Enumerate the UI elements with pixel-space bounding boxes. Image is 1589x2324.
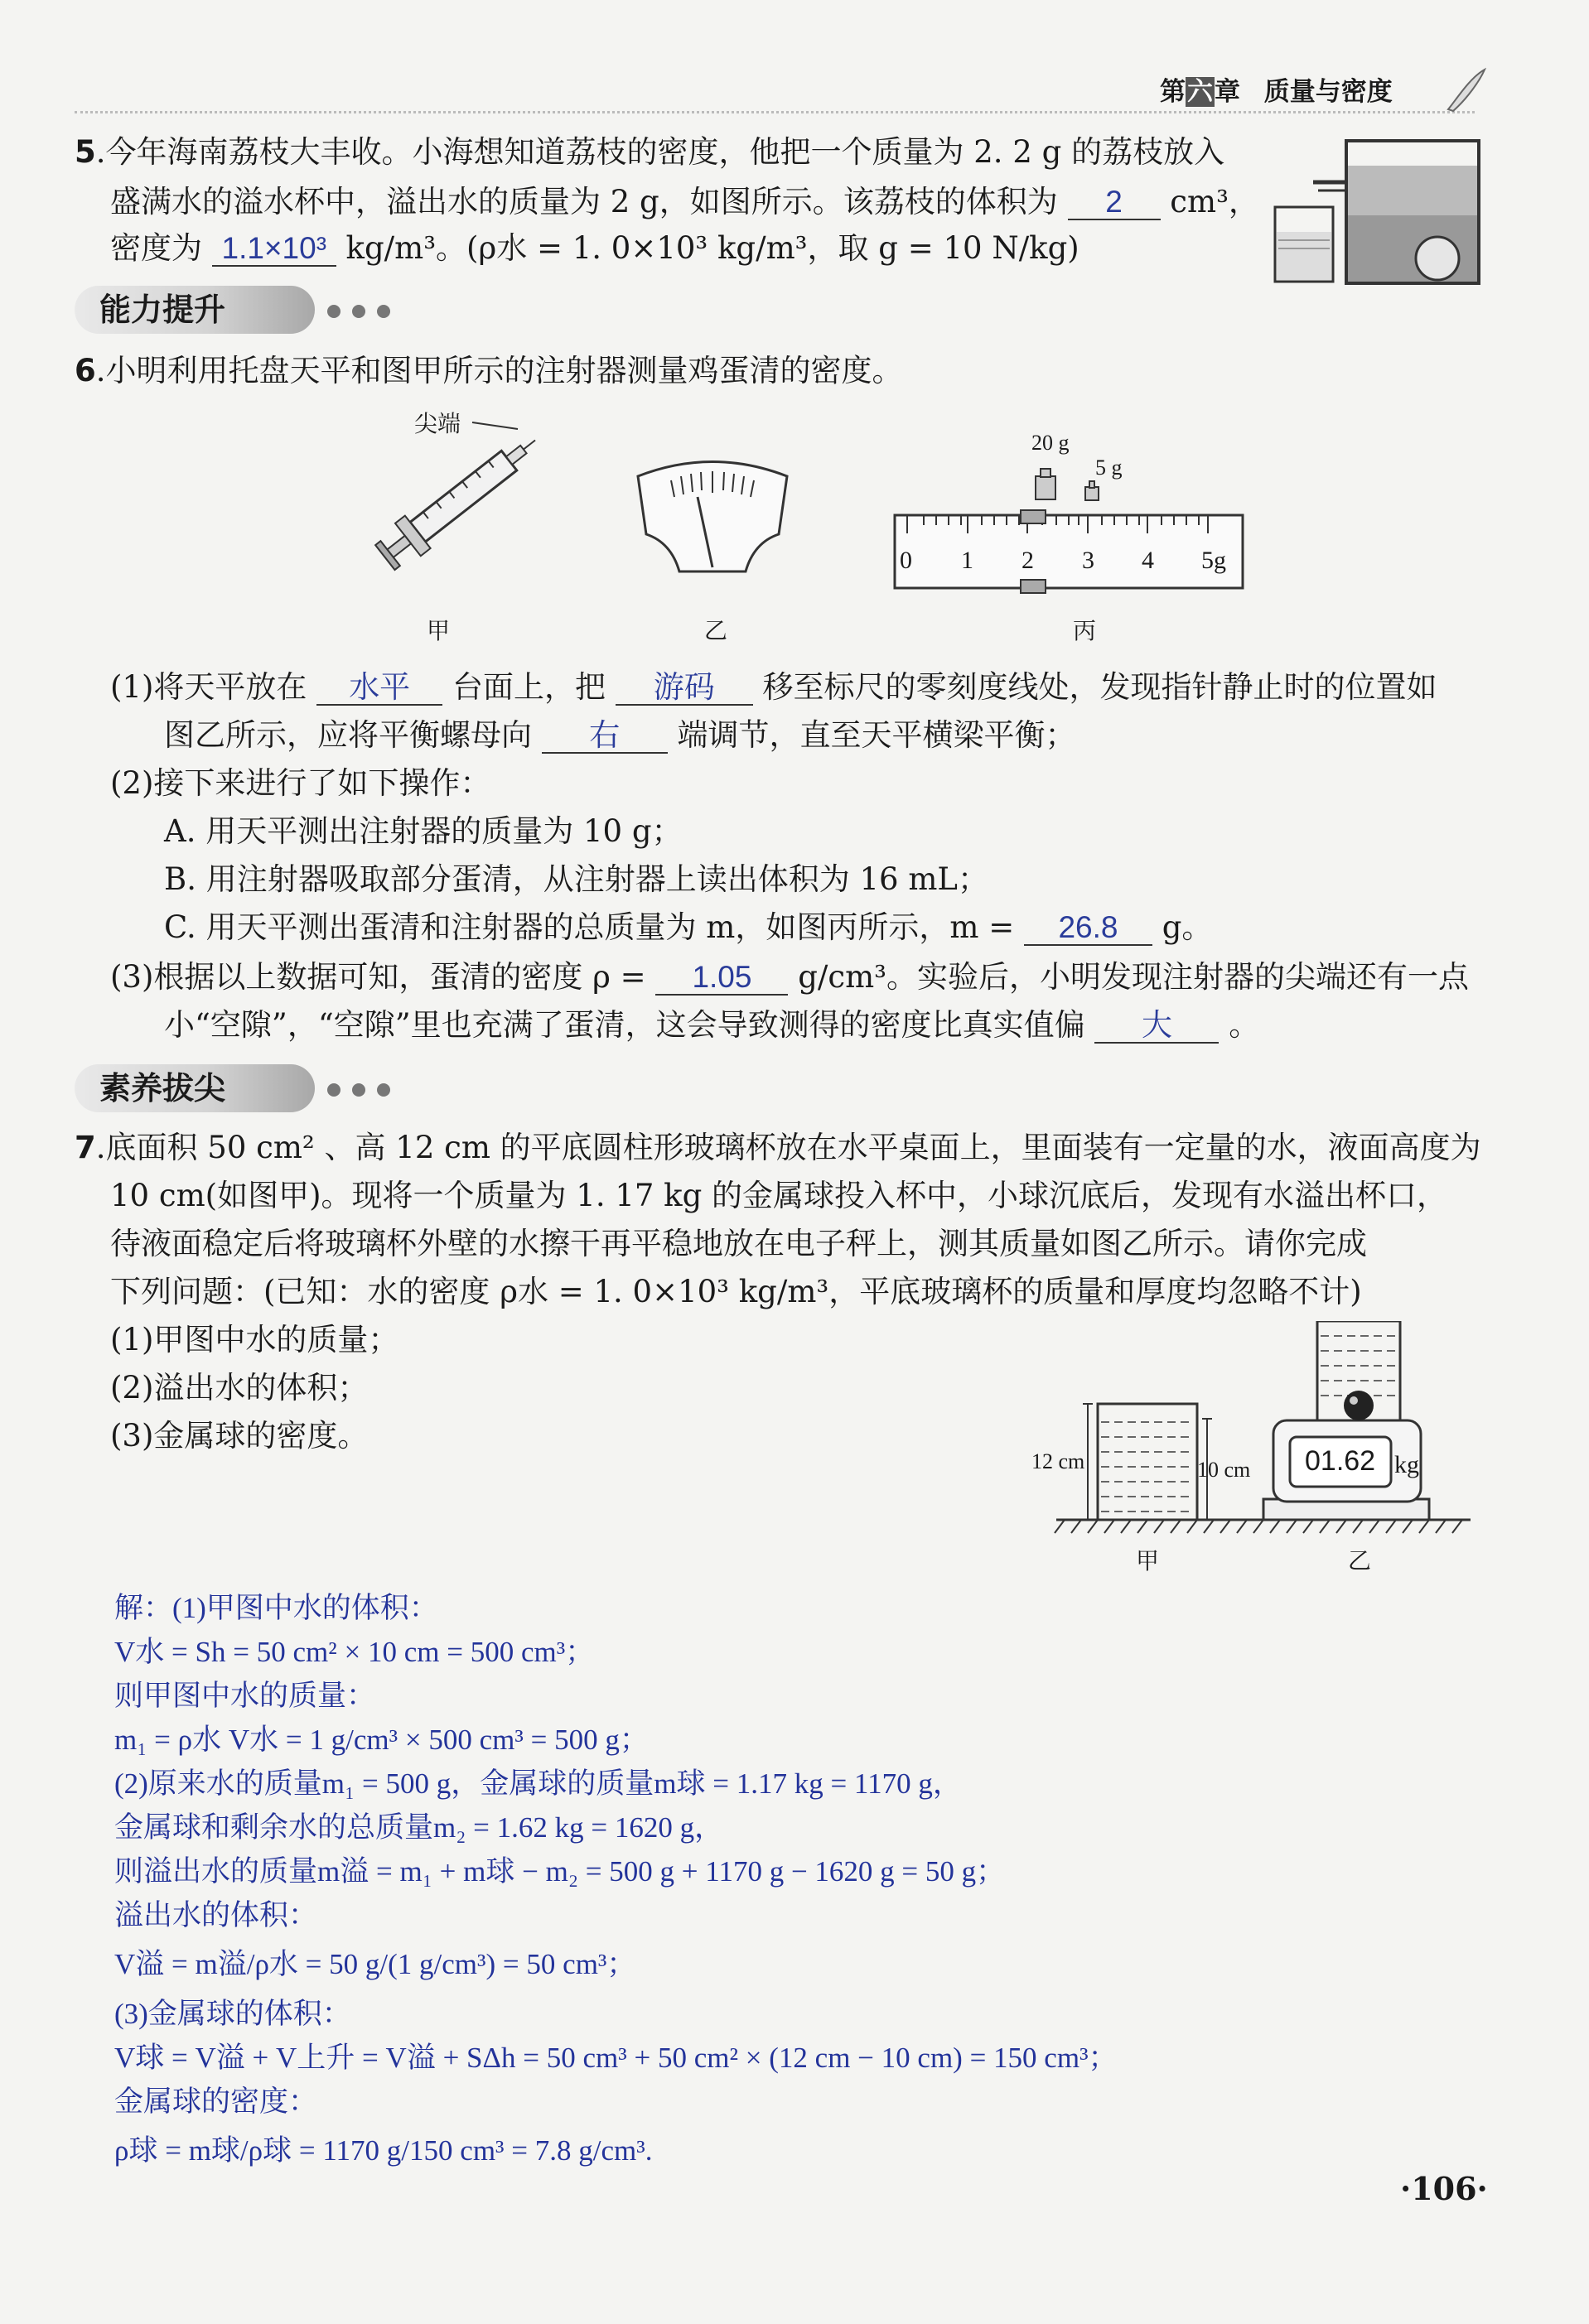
question-5-line2: 盛满水的溢水杯中，溢出水的质量为 2 g，如图所示。该荔枝的体积为 2 cm³， <box>110 184 1259 219</box>
section-dot <box>327 1083 340 1097</box>
scale-tick-0: 0 <box>900 547 912 574</box>
figure-label-bing: 丙 <box>1073 617 1097 644</box>
solution-line: V球 = V溢 + V上升 = V溢 + SΔh = 50 cm³ + 50 cm² × (12 cm − 10 cm) = 150 cm³； <box>114 2042 1118 2074</box>
solution-line: 解：(1)甲图中水的体积： <box>114 1592 438 1624</box>
height-12cm-label: 12 cm <box>1031 1449 1085 1473</box>
question-number: 6 <box>75 353 96 388</box>
q6-part1-line2: 图乙所示，应将平衡螺母向 右 端调节，直至天平横梁平衡； <box>164 717 1076 753</box>
balance-scale-figure <box>886 431 1251 605</box>
question-number: 7 <box>75 1130 96 1165</box>
question-7-line4: 下列问题：(已知：水的密度 ρ水 = 1. 0×10³ kg/m³，平底玻璃杯的质量和厚度均忽略不计) <box>110 1274 1362 1309</box>
answer-blank-density[interactable]: 1.05 <box>655 961 788 996</box>
overflow-cup-figure <box>1272 133 1487 290</box>
solution-line: ρ球 = m球/ρ球 = 1170 g/150 cm³ = 7.8 g/cm³. <box>114 2134 653 2167</box>
page-number: ·106· <box>1400 2170 1488 2207</box>
section-dot <box>377 305 390 318</box>
section-dot <box>352 305 365 318</box>
chapter-title: 质量与密度 <box>1263 77 1393 107</box>
volume-answer-blank[interactable]: 2 <box>1068 186 1161 220</box>
answer-blank-direction[interactable]: 右 <box>542 719 668 754</box>
q6-part3-line1: (3)根据以上数据可知，蛋清的密度 ρ = 1.05 g/cm³。实验后，小明发现注射器的尖端还有一点 <box>110 959 1470 995</box>
question-7-line2: 10 cm(如图甲)。现将一个质量为 1. 17 kg 的金属球投入杯中，小球沉底后，发现有水溢出杯口， <box>110 1178 1448 1213</box>
question-number: 5 <box>75 134 96 170</box>
figure-label-yi: 乙 <box>704 617 728 644</box>
weight-20g-label: 20 g <box>1031 431 1070 455</box>
chapter-number: 六 <box>1187 77 1213 107</box>
scale-unit: kg <box>1394 1451 1419 1478</box>
solution-line: m₁ = ρ水 V水 = 1 g/cm³ × 500 cm³ = 500 g； <box>114 1724 649 1756</box>
scale-tick-4: 4 <box>1142 547 1154 574</box>
figure-label-jia: 甲 <box>1136 1547 1160 1574</box>
question-6-stem: 6.小明利用托盘天平和图甲所示的注射器测量鸡蛋清的密度。 <box>75 353 903 388</box>
tip-label: 尖端 <box>414 410 461 437</box>
chapter-label: 第六章 质量与密度 <box>1160 77 1393 107</box>
scale-reading: 01.62 <box>1305 1445 1376 1477</box>
solution-line: (3)金属球的体积： <box>114 1998 351 2030</box>
balance-pointer-figure <box>630 451 795 592</box>
section-dot <box>377 1083 390 1097</box>
weight-5g-label: 5 g <box>1095 456 1123 480</box>
section-title-excellence: 素养拔尖 <box>75 1064 315 1112</box>
answer-blank-bias[interactable]: 大 <box>1094 1009 1219 1044</box>
solution-block <box>114 1586 1357 2178</box>
question-7-line1: 7.底面积 50 cm² 、高 12 cm 的平底圆柱形玻璃杯放在水平桌面上，里面装有一定量的水，液面高度为 <box>75 1130 1481 1165</box>
height-10cm-label: 10 cm <box>1197 1458 1251 1482</box>
solution-line: 金属球和剩余水的总质量m₂ = 1.62 kg = 1620 g， <box>114 1811 724 1844</box>
scale-tick-1: 1 <box>961 547 973 574</box>
syringe-figure <box>365 406 563 571</box>
solution-line: 则甲图中水的质量： <box>114 1680 376 1712</box>
question-5-line3: 密度为 1.1×10³ kg/m³。(ρ水 = 1. 0×10³ kg/m³，取 g = 10 N/kg) <box>110 230 1079 266</box>
q6-step-b: B. 用注射器吸取部分蛋清，从注射器上读出体积为 16 mL； <box>164 861 988 897</box>
solution-line: V溢 = m溢/ρ水 = 50 g/(1 g/cm³) = 50 cm³； <box>114 1948 636 1980</box>
section-title-ability: 能力提升 <box>75 286 315 334</box>
section-dot <box>327 305 340 318</box>
header <box>75 73 1500 114</box>
solution-line: 溢出水的体积： <box>114 1899 318 1931</box>
header-divider <box>75 111 1475 113</box>
pen-icon <box>1442 66 1491 114</box>
q6-part3-line2: 小“空隙”，“空隙”里也充满了蛋清，这会导致测得的密度比真实值偏 大 。 <box>164 1007 1260 1043</box>
question-7-sub3: (3)金属球的密度。 <box>110 1418 369 1454</box>
scale-tick-5: 5g <box>1201 547 1226 574</box>
glass-scale-figure <box>1031 1321 1479 1578</box>
q6-step-c: C. 用天平测出蛋清和注射器的总质量为 m，如图丙所示，m = 26.8 g。 <box>164 909 1213 945</box>
answer-blank-level[interactable]: 水平 <box>316 671 442 706</box>
density-answer-blank[interactable]: 1.1×10³ <box>212 232 336 267</box>
q6-part2: (2)接下来进行了如下操作： <box>110 765 491 801</box>
scale-tick-2: 2 <box>1022 547 1034 574</box>
question-5-line1: 5.今年海南荔枝大丰收。小海想知道荔枝的密度，他把一个质量为 2. 2 g 的荔枝放入 <box>75 134 1225 170</box>
solution-line: 则溢出水的质量m溢 = m₁ + m球 − m₂ = 500 g + 1170 g − 1620 g = 50 g； <box>114 1855 1006 1888</box>
figure-label-jia: 甲 <box>427 617 451 644</box>
question-7-sub2: (2)溢出水的体积； <box>110 1370 369 1405</box>
q6-part1-line1: (1)将天平放在 水平 台面上，把 游码 移至标尺的零刻度线处，发现指针静止时的位置如 <box>110 669 1437 705</box>
section-dot <box>352 1083 365 1097</box>
figure-label-yi: 乙 <box>1348 1547 1372 1574</box>
solution-line: 金属球的密度： <box>114 2085 318 2118</box>
answer-blank-mass[interactable]: 26.8 <box>1024 911 1152 946</box>
scale-tick-3: 3 <box>1082 547 1094 574</box>
solution-line: V水 = Sh = 50 cm² × 10 cm = 500 cm³； <box>114 1636 595 1668</box>
question-7-sub1: (1)甲图中水的质量； <box>110 1322 399 1357</box>
question-7-line3: 待液面稳定后将玻璃杯外壁的水擦干再平稳地放在电子秤上，测其质量如图乙所示。请你完成 <box>110 1226 1367 1261</box>
solution-line: (2)原来水的质量m₁ = 500 g，金属球的质量m球 = 1.17 kg = 1170 g， <box>114 1767 962 1800</box>
q6-step-a: A. 用天平测出注射器的质量为 10 g； <box>164 813 683 849</box>
answer-blank-rider[interactable]: 游码 <box>616 671 753 706</box>
